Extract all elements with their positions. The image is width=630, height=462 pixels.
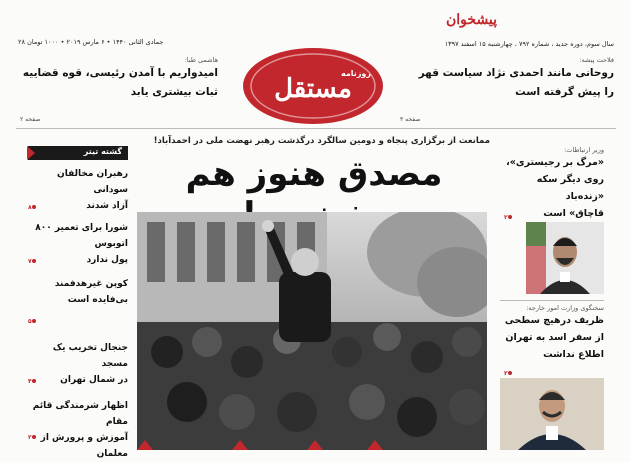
top-left-headline-line1: امیدواریم با آمدن رئیسی، قوه قضاییه (22, 67, 218, 79)
left-item-1-page: ۸ (28, 204, 38, 211)
top-right-headline-line2: را پیش گرفته است (515, 86, 614, 98)
left-item-2[interactable]: شورا برای تعمیر ۸۰۰ اتوبوس پول ندارد (35, 223, 128, 265)
main-headline[interactable]: مصدق هنوز هم (185, 154, 443, 194)
left-item-5[interactable]: اظهار شرمندگی قائم مقام آموزش و پرورش از معلمان (32, 401, 128, 459)
right-item-1[interactable]: وزیر ارتباطات: «مرگ بر رجیستری»، روی دیگر سکه «زنده‌باد قاچاق» است (500, 146, 604, 222)
right-item-2-page: ۲ (504, 370, 514, 377)
right-divider (500, 300, 604, 301)
top-left-page-ref: صفحه ۲ (20, 116, 41, 123)
portrait-spokesman (500, 378, 604, 450)
left-item-5-page: ۲ (28, 434, 38, 441)
left-item-4[interactable]: جنجال تخریب یک مسجد در شمال تهران (52, 343, 128, 385)
section-label-box (28, 146, 128, 160)
main-subheadline: ممانعت از برگزاری پنجاه و دومین سالگرد درگذشت رهبر نهضت ملی در احمدآباد! (153, 136, 490, 146)
section-label: گشته تیتر (83, 147, 122, 156)
date-line: ۲۸ جمادی الثانی ۱۴۴۰ • ۶ مارس ۲۰۱۹ • ۱۰۰۰ تومان (18, 38, 164, 46)
left-item-3[interactable]: کوپن غیرهدفمند بی‌فایده است (54, 279, 128, 305)
top-left-headline-line2: ثبات بیشتری یابد (130, 86, 218, 98)
top-right-story[interactable] (398, 56, 614, 102)
svg-text:مستقل: مستقل (274, 74, 352, 104)
top-right-headline-line1: روحانی مانند احمدی نژاد سیاست قهر (418, 67, 614, 79)
left-item-3-page: ۵ (28, 318, 38, 325)
masthead-divider (16, 128, 616, 129)
left-item-2-page: ۷ (28, 258, 38, 265)
left-item-4-page: ۴ (28, 378, 38, 385)
top-right-page-ref: صفحه ۳ (400, 116, 421, 123)
portrait-minister (526, 222, 604, 294)
right-item-2-kicker: سخنگوی وزارت امور خارجه: (526, 304, 604, 312)
svg-text:روزنامه: روزنامه (341, 69, 371, 78)
left-item-1[interactable]: رهبران مخالفان سودانی آزاد شدند (57, 169, 128, 211)
watermark-pishkhan: پیشخوان (446, 12, 498, 28)
issue-line: سال سوم، دوره جدید ، شماره ۷۹۲ ، چهارشنبه ۱۵ اسفند ۱۳۹۷ (444, 40, 614, 48)
right-item-2[interactable]: سخنگوی وزارت امور خارجه: ظریف درهیچ سطحی از سفر اسد به تهران اطلاع نداشت (500, 304, 604, 363)
right-item-1-page: ۲ (504, 214, 514, 221)
right-item-1-kicker: وزیر ارتباطات: (564, 146, 604, 154)
main-photo (137, 212, 487, 450)
top-left-kicker: هاشمی طبا: (184, 56, 218, 64)
section-arrow-icon (27, 146, 35, 160)
top-left-story[interactable] (18, 56, 218, 102)
top-right-kicker: فلاحت پیشه: (579, 56, 614, 64)
newspaper-logo (228, 40, 398, 126)
